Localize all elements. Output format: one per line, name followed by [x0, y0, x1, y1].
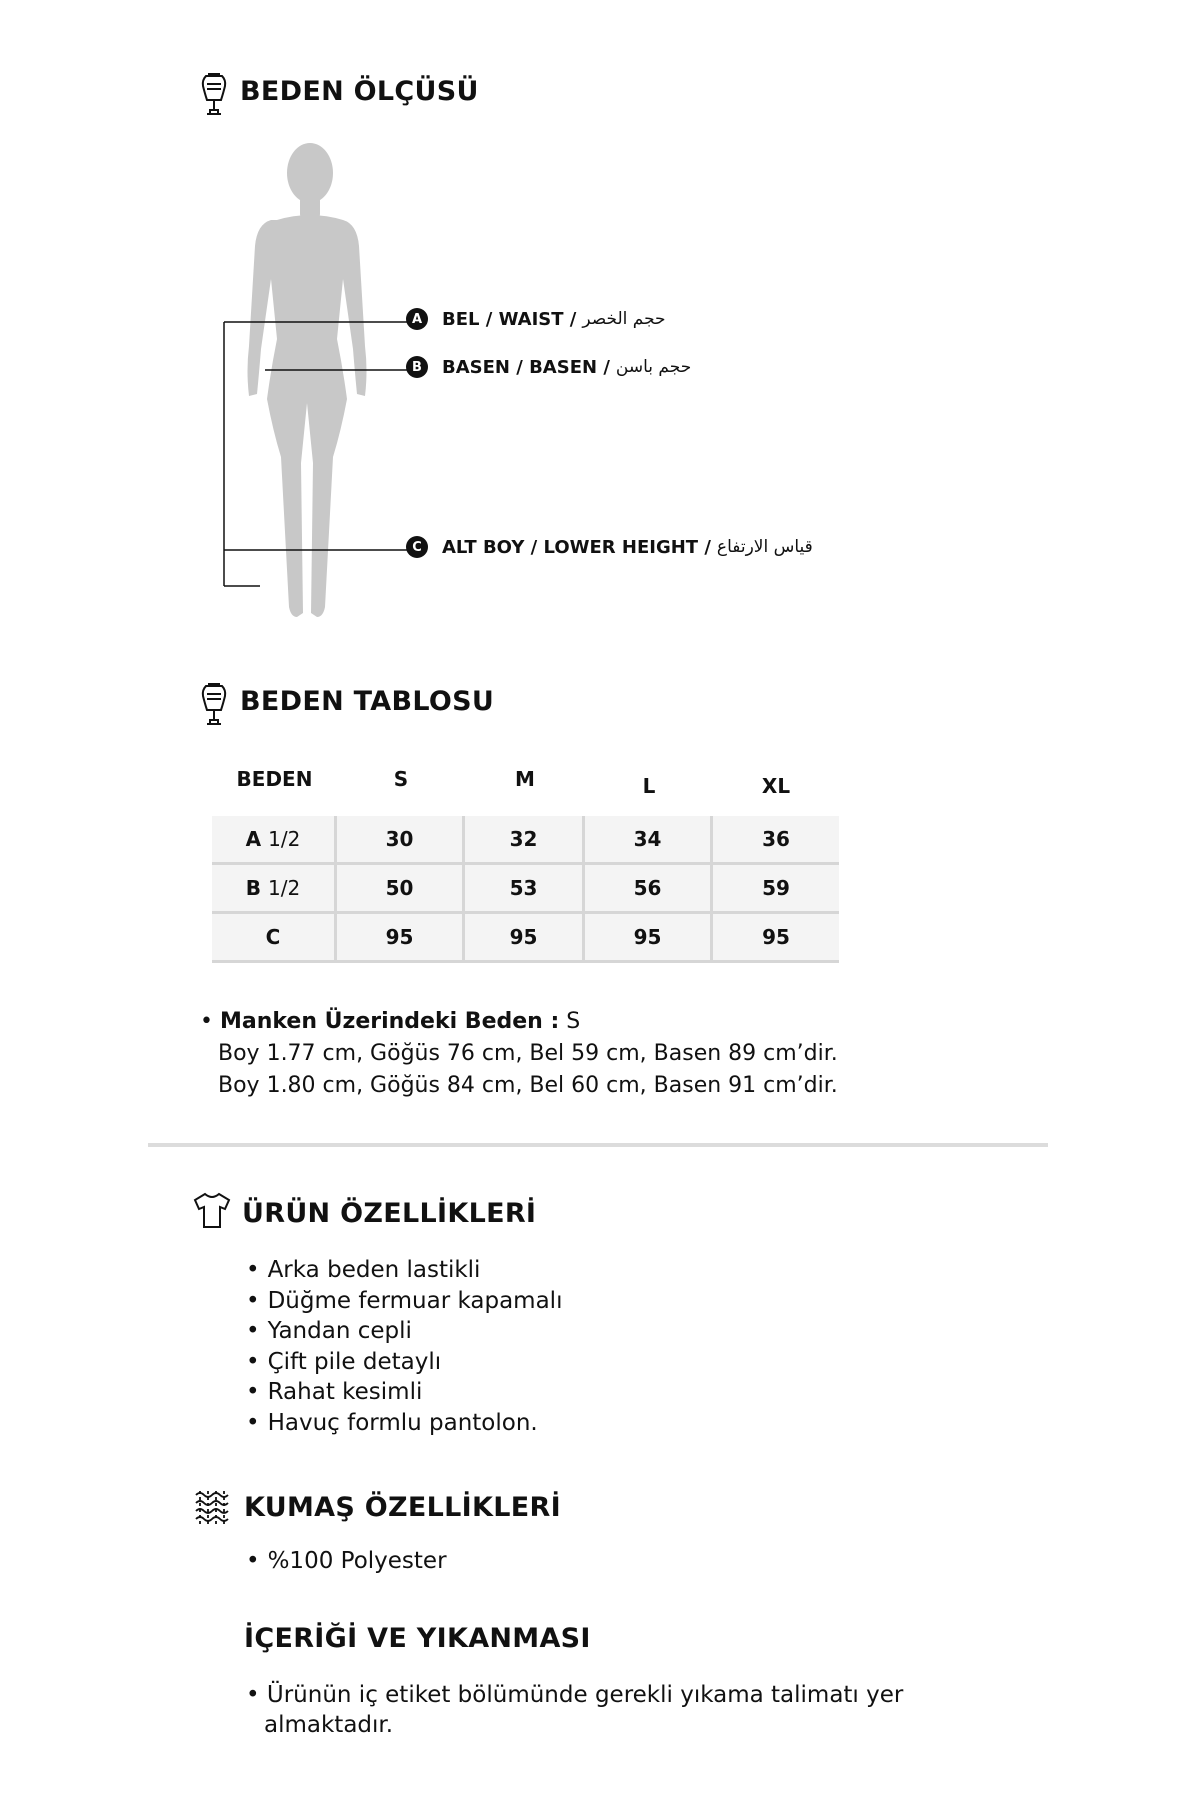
table-cell: 56 — [585, 865, 713, 914]
measure-label-c-arabic: قياس الارتفاع — [716, 537, 813, 557]
table-cell: 95 — [585, 914, 713, 963]
measure-label-a-text: BEL / WAIST / — [442, 308, 577, 330]
table-cell: 95 — [465, 914, 585, 963]
table-row — [212, 865, 839, 914]
table-cell: 34 — [585, 816, 713, 865]
product-features-list — [246, 1255, 562, 1438]
table-cell: 53 — [465, 865, 585, 914]
measure-lines — [220, 310, 420, 590]
measure-label-b — [406, 356, 691, 378]
size-table — [212, 742, 839, 963]
section-title-product-features: ÜRÜN ÖZELLİKLERİ — [242, 1198, 537, 1229]
model-info — [200, 1006, 838, 1102]
table-cell: 59 — [713, 865, 839, 914]
measure-label-b-text: BASEN / BASEN / — [442, 356, 610, 378]
table-cell: 50 — [337, 865, 465, 914]
table-row — [212, 816, 839, 865]
section-title-fabric-features: KUMAŞ ÖZELLİKLERİ — [244, 1492, 561, 1523]
care-line-2: almaktadır. — [264, 1712, 394, 1738]
row-label: C — [212, 914, 337, 963]
care-text — [246, 1680, 903, 1740]
size-table-header — [212, 742, 839, 816]
header-l: L — [642, 774, 656, 798]
model-info-line-1: Boy 1.77 cm, Göğüs 76 cm, Bel 59 cm, Basen 89 cm’dir. — [218, 1041, 838, 1066]
model-size-line: • Manken Üzerindeki Beden : S — [200, 1009, 581, 1034]
fabric-icon — [192, 1487, 232, 1527]
row-label: B 1/2 — [212, 865, 337, 914]
badge-b: B — [406, 356, 428, 378]
list-item: • Arka beden lastikli — [246, 1255, 562, 1286]
list-item: • %100 Polyester — [246, 1546, 447, 1577]
measure-label-a-arabic: حجم الخصر — [582, 309, 666, 329]
care-line-1: • Ürünün iç etiket bölümünde gerekli yıkama talimatı yer — [246, 1682, 904, 1708]
measure-label-c — [406, 536, 813, 558]
fabric-features-list — [246, 1546, 447, 1577]
model-info-line-2: Boy 1.80 cm, Göğüs 84 cm, Bel 60 cm, Basen 91 cm’dir. — [218, 1073, 838, 1098]
table-cell: 36 — [713, 816, 839, 865]
section-divider — [148, 1143, 1048, 1147]
mannequin-icon — [198, 70, 230, 118]
table-cell: 95 — [337, 914, 465, 963]
list-item: • Düğme fermuar kapamalı — [246, 1286, 562, 1317]
row-label: A 1/2 — [212, 816, 337, 865]
list-item: • Rahat kesimli — [246, 1377, 562, 1408]
section-title-care: İÇERİĞİ VE YIKANMASI — [244, 1623, 591, 1654]
mannequin-icon — [198, 680, 230, 728]
section-title-size-measure: BEDEN ÖLÇÜSÜ — [240, 76, 479, 107]
measure-label-a — [406, 308, 666, 330]
section-title-size-table: BEDEN TABLOSU — [240, 686, 495, 717]
header-beden: BEDEN — [236, 767, 313, 791]
header-m: M — [515, 767, 535, 791]
table-row — [212, 914, 839, 963]
tshirt-icon — [192, 1190, 232, 1230]
badge-c: C — [406, 536, 428, 558]
model-size-label: Manken Üzerindeki Beden : — [219, 1009, 560, 1034]
list-item: • Havuç formlu pantolon. — [246, 1408, 562, 1439]
list-item: • Çift pile detaylı — [246, 1347, 562, 1378]
table-cell: 32 — [465, 816, 585, 865]
measure-label-c-text: ALT BOY / LOWER HEIGHT / — [442, 536, 711, 558]
model-size-value: S — [566, 1009, 581, 1034]
table-cell: 95 — [713, 914, 839, 963]
badge-a: A — [406, 308, 428, 330]
table-cell: 30 — [337, 816, 465, 865]
list-item: • Yandan cepli — [246, 1316, 562, 1347]
header-s: S — [393, 767, 409, 791]
measure-label-b-arabic: حجم باسن — [615, 357, 692, 377]
header-xl: XL — [761, 774, 791, 798]
